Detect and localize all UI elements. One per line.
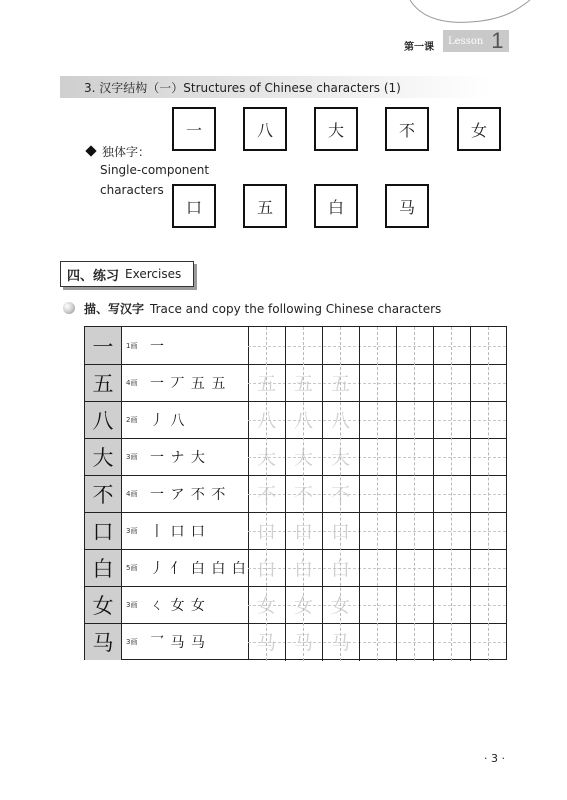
trace-character: 白 (293, 558, 313, 580)
trace-character: 口 (293, 521, 313, 543)
stroke-order: 丨 口 口 (150, 523, 206, 540)
row-divider (85, 586, 506, 587)
practice-character: 一 (85, 327, 122, 364)
stroke-info-cell (122, 475, 249, 512)
stroke-order: 一 (150, 338, 165, 355)
section-4-title-cn: 四、练习 (67, 268, 120, 284)
instruction-cn: 描、写汉字 (84, 302, 145, 316)
trace-character: 马 (256, 632, 276, 654)
stroke-info-cell (122, 438, 249, 475)
single-component-label-cn: 独体字： (102, 145, 151, 159)
stroke-count: 3画 (126, 600, 138, 609)
trace-character: 大 (330, 447, 350, 469)
section-4-title-en: Exercises (125, 267, 182, 281)
section-3-title: 3. 汉字结构（一）Structures of Chinese characters (1) (84, 80, 401, 95)
characters-label-en: characters (100, 183, 164, 197)
trace-character: 八 (330, 410, 350, 432)
trace-character: 白 (330, 558, 350, 580)
column-divider (396, 327, 397, 661)
char-box: 白 (314, 184, 358, 228)
trace-character: 口 (256, 521, 276, 543)
column-guide-dashed (340, 327, 341, 661)
char-box: 女 (457, 107, 501, 151)
stroke-count: 2画 (126, 415, 138, 424)
trace-character: 白 (256, 558, 276, 580)
stroke-order: 乛 马 马 (150, 634, 206, 651)
column-divider (359, 327, 360, 661)
column-guide-dashed (488, 327, 489, 661)
stroke-count: 4画 (126, 489, 138, 498)
stroke-order: 一 丆 五 五 (150, 375, 227, 392)
column-guide-dashed (414, 327, 415, 661)
trace-character: 不 (330, 484, 350, 506)
column-guide-dashed (266, 327, 267, 661)
stroke-count: 5画 (126, 563, 138, 572)
page-number: · 3 · (484, 752, 505, 765)
trace-character: 女 (256, 595, 276, 617)
trace-character: 大 (256, 447, 276, 469)
row-divider (85, 623, 506, 624)
trace-character: 八 (256, 410, 276, 432)
char-box: 大 (314, 107, 358, 151)
practice-character: 口 (85, 512, 122, 549)
practice-character: 马 (85, 623, 122, 660)
section-3-heading-bar (60, 76, 490, 98)
column-divider (470, 327, 471, 661)
stroke-info-cell (122, 586, 249, 623)
stroke-count: 1画 (126, 341, 138, 350)
trace-character: 八 (293, 410, 313, 432)
practice-character: 白 (85, 549, 122, 586)
trace-character: 五 (256, 373, 276, 395)
trace-character: 女 (293, 595, 313, 617)
char-box: 五 (243, 184, 287, 228)
stroke-info-cell (122, 623, 249, 660)
practice-table (84, 326, 507, 660)
stroke-count: 3画 (126, 637, 138, 646)
column-divider (433, 327, 434, 661)
stroke-count: 3画 (126, 526, 138, 535)
practice-character: 大 (85, 438, 122, 475)
lesson-label-cn: 第一课 (404, 42, 434, 53)
stroke-order: 一 ア 不 不 (150, 486, 227, 503)
diamond-bullet-icon (85, 145, 96, 156)
trace-character: 五 (330, 373, 350, 395)
row-divider (85, 475, 506, 476)
stroke-count: 3画 (126, 452, 138, 461)
trace-character: 女 (330, 595, 350, 617)
stroke-count: 4画 (126, 378, 138, 387)
trace-character: 马 (293, 632, 313, 654)
char-box: 一 (172, 107, 216, 151)
circle-bullet-icon (63, 302, 75, 314)
practice-character: 女 (85, 586, 122, 623)
trace-character: 马 (330, 632, 350, 654)
trace-character: 不 (256, 484, 276, 506)
stroke-order: 丿 亻 白 白 白 (150, 560, 247, 577)
column-guide-dashed (377, 327, 378, 661)
single-component-label-en: Single-component (100, 163, 210, 177)
practice-character: 八 (85, 401, 122, 438)
column-divider (322, 327, 323, 661)
char-box: 口 (172, 184, 216, 228)
row-divider (85, 364, 506, 365)
char-box: 马 (385, 184, 429, 228)
trace-character: 大 (293, 447, 313, 469)
column-guide-dashed (303, 327, 304, 661)
stroke-info-cell (122, 401, 249, 438)
stroke-info-cell (122, 549, 249, 586)
stroke-order: ㄑ 女 女 (150, 597, 206, 614)
lesson-tag (443, 30, 509, 52)
practice-character: 五 (85, 364, 122, 401)
column-divider (285, 327, 286, 661)
lesson-number: 1 (491, 28, 504, 53)
stroke-order: 丿 八 (150, 412, 186, 429)
column-guide-dashed (451, 327, 452, 661)
lesson-word: Lesson (448, 35, 484, 47)
char-box: 八 (243, 107, 287, 151)
row-divider (85, 438, 506, 439)
trace-character: 五 (293, 373, 313, 395)
row-divider (85, 549, 506, 550)
row-divider (85, 512, 506, 513)
trace-character: 口 (330, 521, 350, 543)
trace-character: 不 (293, 484, 313, 506)
stroke-order: 一 ナ 大 (150, 449, 206, 466)
stroke-info-cell (122, 364, 249, 401)
practice-character: 不 (85, 475, 122, 512)
stroke-info-cell (122, 512, 249, 549)
instruction-en: Trace and copy the following Chinese characters (150, 302, 442, 316)
section-4-heading (60, 261, 194, 287)
char-box: 不 (385, 107, 429, 151)
exercise-instruction (84, 300, 441, 317)
stroke-info-cell (122, 327, 249, 364)
row-divider (85, 401, 506, 402)
